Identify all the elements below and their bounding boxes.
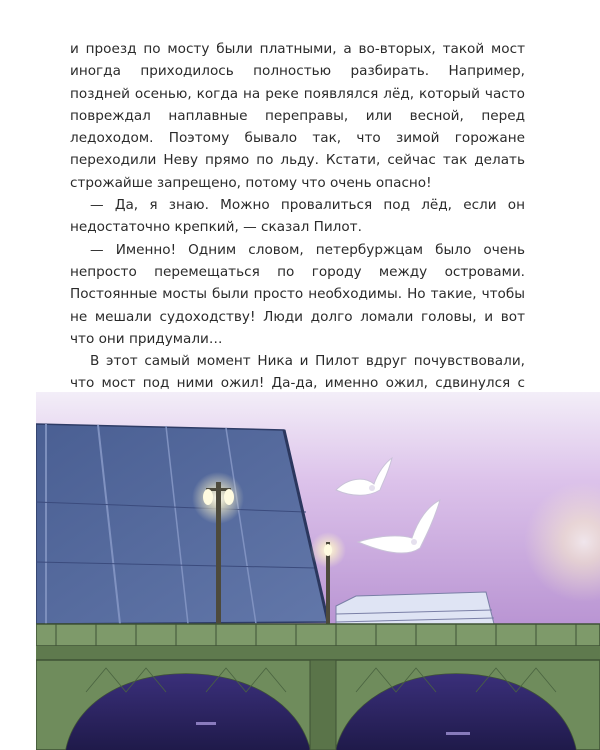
drawbridge-leaf	[36, 424, 328, 624]
paragraph-1: и проезд по мосту были платными, а во-вторых, такой мост иногда приходилось полностью разбирать. Например, поздней осенью, когда на реке появлялся лёд, который часто повреждал наплавные переправы, или весной, перед ледоходом. Поэтому бывало так, что зимой горожане переходили Неву прямо по льду. Кстати, сейчас так делать строжайше запрещено, потому что очень опасно!	[70, 41, 525, 191]
paragraph-2: — Да, я знаю. Можно провалиться под лёд, если он недостаточно крепкий, — сказал Пилот.	[70, 197, 525, 236]
drawbridge-illustration	[36, 392, 600, 750]
paragraph-4: В этот самый момент Ника и Пилот вдруг почувствовали, что мост под ними ожил! Да-да, именно ожил, сдвинулся с	[70, 353, 525, 392]
bridge-arches	[36, 624, 600, 750]
paragraph-3: — Именно! Одним словом, петербуржцам было очень непросто перемещаться по городу между островами. Постоянные мосты были просто необходимы. Но такие, чтобы не мешали судоходству! Люди долго ломали головы, и вот что они придумали…	[70, 241, 525, 347]
